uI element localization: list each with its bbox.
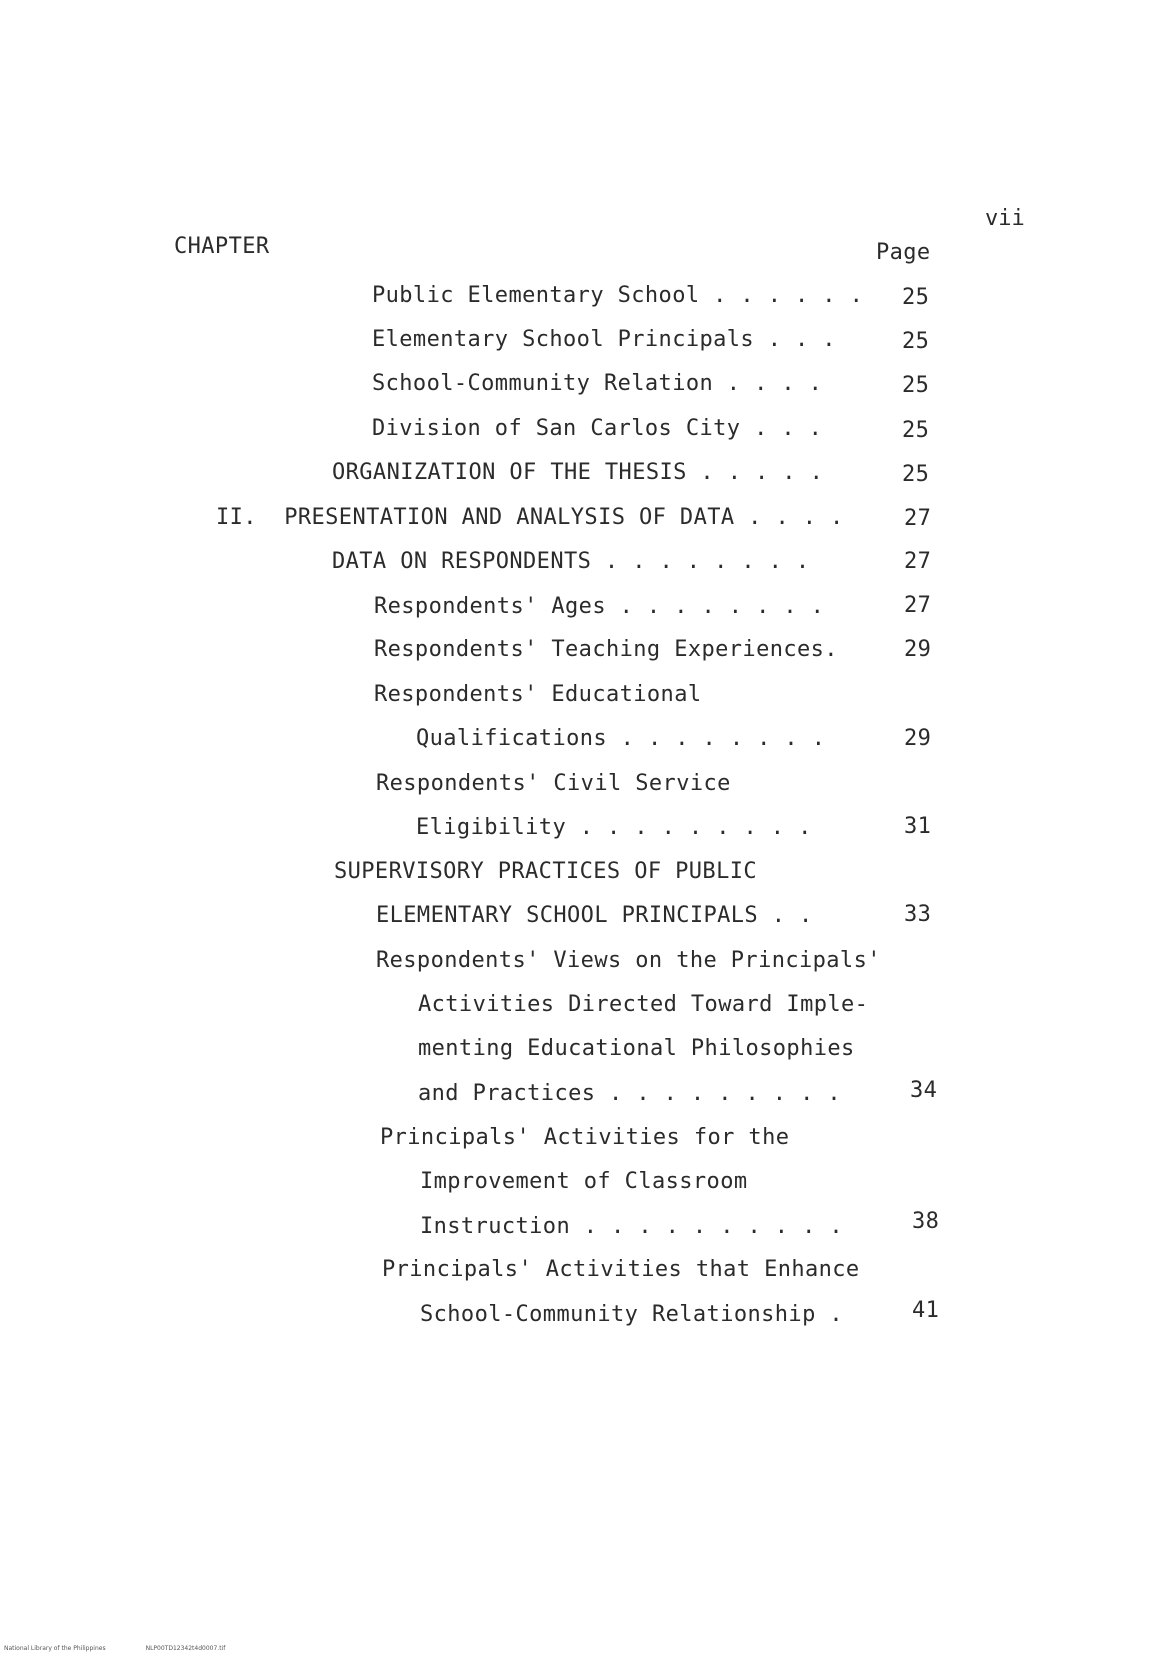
toc-entry-text: ELEMENTARY SCHOOL PRINCIPALS . .: [376, 903, 813, 928]
toc-entry-text: Improvement of Classroom: [420, 1169, 748, 1194]
toc-entry-page: 25: [902, 418, 930, 443]
folio-number: vii: [985, 206, 1025, 231]
toc-entry-text: Elementary School Principals . . .: [372, 327, 836, 352]
toc-entry-page: 38: [912, 1209, 940, 1234]
toc-entry-page: 27: [904, 549, 932, 574]
toc-entry-text: Respondents' Civil Service: [376, 771, 731, 796]
toc-entry-text: School-Community Relation . . . .: [372, 371, 823, 396]
toc-entry-text: Principals' Activities for the: [380, 1125, 790, 1150]
toc-entry-page: 25: [902, 373, 930, 398]
toc-entry-text: Qualifications . . . . . . . .: [416, 726, 826, 751]
toc-entry-page: 41: [912, 1298, 940, 1323]
toc-entry-page: 31: [904, 814, 932, 839]
toc-entry-page: 29: [904, 726, 932, 751]
toc-entry-text: SUPERVISORY PRACTICES OF PUBLIC: [334, 859, 757, 884]
toc-entry-text: Division of San Carlos City . . .: [372, 416, 823, 441]
toc-entry-text: Eligibility . . . . . . . . .: [416, 815, 812, 840]
footer-code: NLP00TD12342t4d0007.tif: [145, 1645, 226, 1652]
toc-entry-page: 33: [904, 902, 932, 927]
toc-entry-text: Activities Directed Toward Imple-: [418, 992, 869, 1017]
toc-entry-page: 27: [904, 506, 932, 531]
toc-entry-page: 34: [910, 1078, 938, 1103]
toc-entry-text: Instruction . . . . . . . . . .: [420, 1214, 843, 1239]
toc-entry-page: 25: [902, 329, 930, 354]
toc-entry-text: and Practices . . . . . . . . .: [418, 1081, 841, 1106]
toc-entry-page: 25: [902, 462, 930, 487]
toc-entry-text: II. PRESENTATION AND ANALYSIS OF DATA . . . .: [216, 505, 844, 530]
toc-entry-text: Principals' Activities that Enhance: [382, 1257, 860, 1282]
toc-entry-text: Respondents' Views on the Principals': [376, 948, 881, 973]
toc-entry-text: Public Elementary School . . . . . .: [372, 283, 864, 308]
toc-entry-page: 27: [904, 593, 932, 618]
toc-entry-text: Respondents' Educational: [374, 682, 702, 707]
page-heading: Page: [876, 240, 931, 265]
chapter-heading: CHAPTER: [174, 234, 270, 259]
toc-entry-text: menting Educational Philosophies: [418, 1036, 855, 1061]
toc-entry-text: ORGANIZATION OF THE THESIS . . . . .: [332, 460, 824, 485]
toc-entry-text: School-Community Relationship .: [420, 1302, 843, 1327]
toc-entry-text: Respondents' Ages . . . . . . . .: [374, 594, 825, 619]
toc-entry-text: Respondents' Teaching Experiences.: [374, 637, 838, 662]
toc-entry-page: 25: [902, 285, 930, 310]
footer-library: National Library of the Philippines: [4, 1645, 106, 1652]
toc-entry-page: 29: [904, 637, 932, 662]
toc-entry-text: DATA ON RESPONDENTS . . . . . . . .: [332, 549, 810, 574]
scan-footer: [4, 1645, 265, 1652]
